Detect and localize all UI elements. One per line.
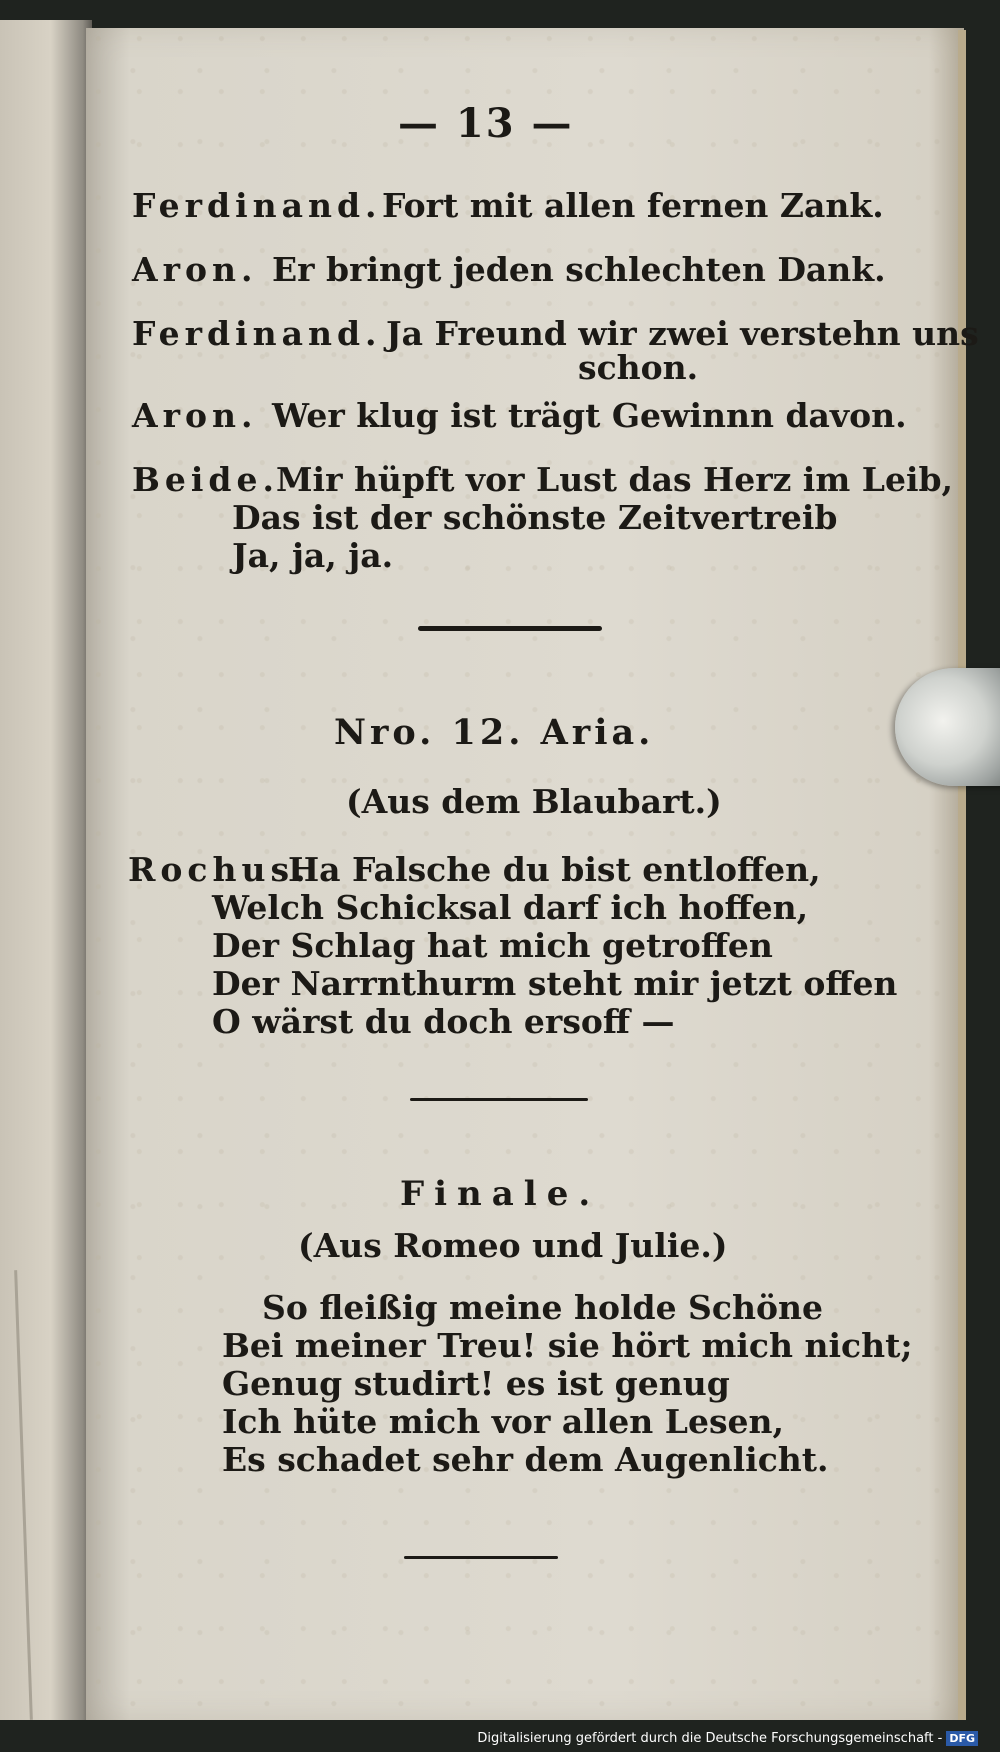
finale-verse-2: Bei meiner Treu! sie hört mich nicht; bbox=[222, 1326, 913, 1365]
dialogue-line-1: Fort mit allen fernen Zank. bbox=[382, 186, 884, 225]
finale-verse-1: So fleißig meine holde Schöne bbox=[262, 1288, 823, 1327]
dialogue-line-2: Er bringt jeden schlechten Dank. bbox=[272, 250, 886, 289]
verse-line-1: Ha Falsche du bist entloffen, bbox=[288, 850, 821, 889]
finale-verse-4: Ich hüte mich vor allen Lesen, bbox=[222, 1402, 784, 1441]
section-subtitle-blaubart: (Aus dem Blaubart.) bbox=[346, 782, 722, 821]
dialogue-line-3-cont: schon. bbox=[578, 348, 699, 387]
speaker-aron-1: Aron. bbox=[132, 250, 258, 289]
verse-line-5: O wärst du doch ersoff — bbox=[212, 1002, 675, 1041]
dialogue-line-3: Ja Freund wir zwei verstehn uns bbox=[386, 314, 979, 353]
speaker-aron-2: Aron. bbox=[132, 396, 258, 435]
finale-verse-5: Es schadet sehr dem Augenlicht. bbox=[222, 1440, 829, 1479]
verse-line-4: Der Narrnthurm steht mir jetzt offen bbox=[212, 964, 898, 1003]
dfg-logo: DFG bbox=[946, 1731, 978, 1746]
divider-1 bbox=[418, 626, 602, 631]
dialogue-line-5-cont1: Das ist der schönste Zeitvertreib bbox=[232, 498, 838, 537]
dialogue-line-4: Wer klug ist trägt Gewinnn davon. bbox=[272, 396, 907, 435]
digitization-credit bbox=[477, 1731, 978, 1746]
section-title-aria: Nro. 12. Aria. bbox=[334, 712, 655, 753]
dialogue-line-5: Mir hüpft vor Lust das Herz im Leib, bbox=[276, 460, 954, 499]
divider-3 bbox=[404, 1556, 558, 1559]
section-title-finale: Finale. bbox=[400, 1174, 601, 1214]
left-page-edge bbox=[0, 20, 92, 1720]
speaker-rochus: Rochus. bbox=[128, 850, 311, 889]
section-subtitle-romeo: (Aus Romeo und Julie.) bbox=[298, 1226, 728, 1265]
finale-verse-3: Genug studirt! es ist genug bbox=[222, 1364, 730, 1403]
speaker-ferdinand-1: Ferdinand. bbox=[132, 186, 382, 225]
divider-2 bbox=[410, 1098, 588, 1101]
page-right-edge bbox=[958, 30, 966, 1720]
dialogue-line-5-cont2: Ja, ja, ja. bbox=[232, 536, 394, 575]
speaker-beide: Beide. bbox=[132, 460, 279, 499]
verse-line-3: Der Schlag hat mich getroffen bbox=[212, 926, 773, 965]
speaker-ferdinand-2: Ferdinand. bbox=[132, 314, 382, 353]
credit-text: Digitalisierung gefördert durch die Deutsche Forschungsgemeinschaft - bbox=[477, 1731, 943, 1746]
page-number: — 13 — bbox=[398, 100, 574, 147]
verse-line-2: Welch Schicksal darf ich hoffen, bbox=[212, 888, 809, 927]
